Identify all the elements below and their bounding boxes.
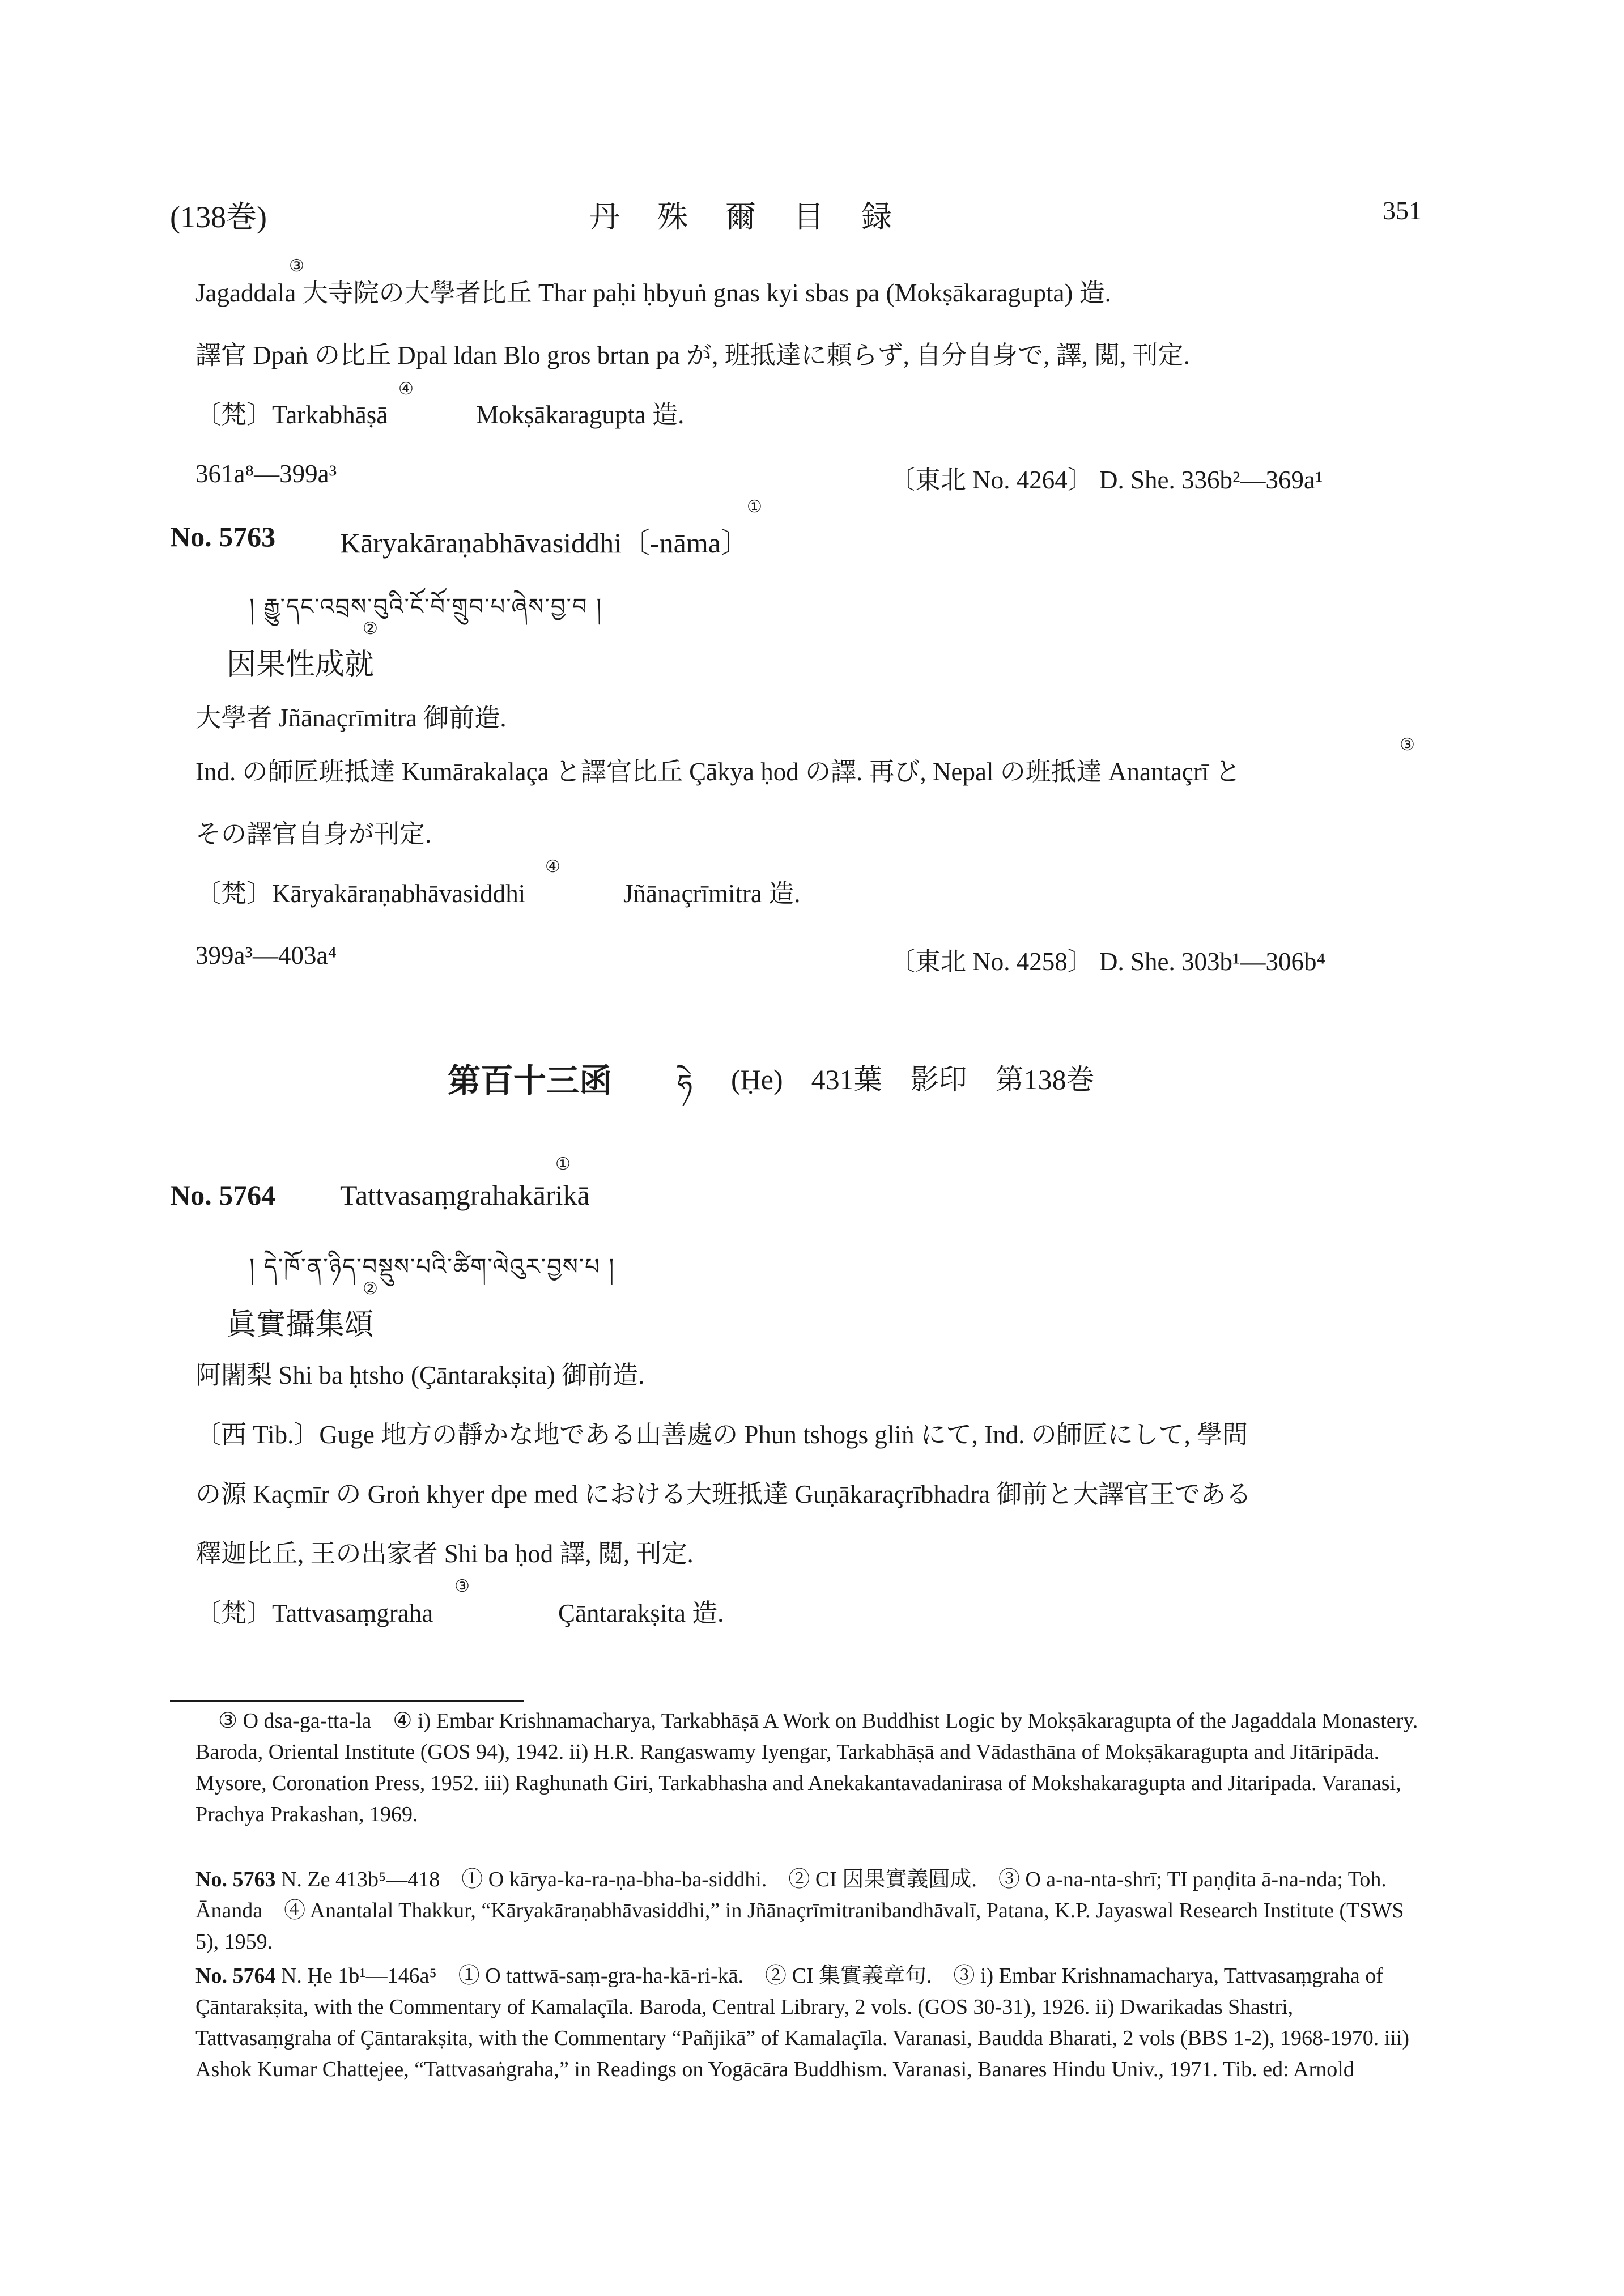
catalogue-ref: 〔東北 No. 4258〕 D. She. 303b¹—306b⁴	[890, 947, 1326, 976]
footnote	[195, 1864, 1431, 1958]
page-number: 351	[1383, 196, 1422, 225]
colophon-line: 〔西 Tib.〕Guge 地方の靜かな地である山善處の Phun tshogs gliṅ にて, Ind. の師匠にして, 學問	[195, 1421, 1248, 1449]
sanskrit-title: 〔梵〕Tattvasaṃgraha	[195, 1599, 433, 1627]
footnote-rule	[170, 1700, 524, 1702]
footnote	[195, 1961, 1431, 2085]
footnote-text: N. Ḥe 1b¹—146a⁵ ① O tattwā-saṃ-gra-ha-kā-ri-kā. ② CI 集實義章句. ③ i) Embar Krishnamacharya, Tattvasaṃgraha of Çāntarakṣita, with the Commentary of Kamalaçīla. Baroda, Central Library, 2 vols. (GOS 30-31), 1926. ii) Dwarikadas Shastri, Tattvasaṃgraha of Çāntarakṣita, with the Commentary “Pañjikā” of Kamalaçīla. Varanasi, Baudda Bharati, 2 vols (BBS 1-2), 1968-1970. iii) Ashok Kumar Chattejee, “Tattvasaṅgraha,” in Readings on Yogācāra Buddhism. Varanasi, Banares Hindu Univ., 1971. Tib. ed: Arnold	[195, 1964, 1410, 2082]
translator-line: 譯官 Dpaṅ の比丘 Dpal ldan Blo gros brtan pa が, 班抵達に頼らず, 自分自身で, 譯, 閲, 刊定.	[195, 341, 1190, 369]
colophon-line: 釋迦比丘, 王の出家者 Shi ba ḥod 譯, 閲, 刊定.	[195, 1540, 694, 1568]
colophon-line: その譯官自身が刊定.	[195, 820, 432, 848]
folio-range: 361a⁸—399a³	[195, 460, 337, 488]
note-marker-3: ③	[289, 257, 304, 275]
entry-number: No. 5764	[170, 1179, 276, 1211]
note-marker-3: ③	[454, 1577, 470, 1596]
author-line: Jagaddala 大寺院の大學者比丘 Thar paḥi ḥbyuṅ gnas kyi sbas pa (Mokṣākaragupta) 造.	[195, 279, 1111, 307]
entry-title: Tattvasaṃgrahakārikā	[340, 1179, 590, 1211]
footnote-lead: No. 5764	[195, 1964, 276, 1988]
colophon-line: の源 Kaçmīr の Groṅ khyer dpe med における大班抵達 Guṇākaraçrībhadra 御前と大譯官王である	[195, 1480, 1252, 1508]
tibetan-title: ། དེ་ཁོ་ན་ཉིད་བསྡུས་པའི་ཚིག་ལེའུར་བྱས་པ །	[249, 1254, 615, 1280]
section-title: 第百十三函	[448, 1061, 613, 1100]
entry-number: No. 5763	[170, 521, 276, 552]
author-line: 阿闍梨 Shi ba ḥtsho (Çāntarakṣita) 御前造.	[195, 1361, 645, 1389]
catalogue-ref: 〔東北 No. 4264〕 D. She. 336b²—369a¹	[890, 466, 1323, 494]
entry-title: Kāryakāraṇabhāvasiddhi〔-nāma〕	[340, 527, 749, 559]
sanskrit-title: 〔梵〕Tarkabhāṣā	[195, 401, 388, 429]
sanskrit-title: 〔梵〕Kāryakāraṇabhāvasiddhi	[195, 879, 526, 908]
footnote: ③ O dsa-ga-tta-la ④ i) Embar Krishnamacharya, Tarkabhāṣā A Work on Buddhist Logic by Mokṣākaragupta of the Jagaddala Monastery. Baroda, Oriental Institute (GOS 94), 1942. ii) H.R. Rangaswamy Iyengar, Tarkabhāṣā and Vādasthāna of Mokṣākaragupta and Jitāripāda. Mysore, Coronation Press, 1952. iii) Raghunath Giri, Tarkabhasha and Anekakantavadanirasa of Mokshakaragupta and Jitaripada. Varanasi, Prachya Prakashan, 1969.	[195, 1709, 1418, 1827]
chinese-note-marker: ②	[363, 1279, 378, 1298]
title-note-marker: ①	[555, 1155, 571, 1173]
note-marker-4: ④	[545, 857, 560, 876]
volume-label: (138巻)	[170, 200, 267, 234]
footnote-lead: No. 5763	[195, 1868, 276, 1891]
footnote-text: N. Ze 413b⁵—418 ① O kārya-ka-ra-ṇa-bha-ba-siddhi. ② CI 因果實義圓成. ③ O a-na-nta-shrī; TI paṇḍita ā-na-nda; Toh. Ānanda ④ Anantalal Thakkur, “Kāryakāraṇabhāvasiddhi,” in Jñānaçrīmitranibandhāvalī, Patana, K.P. Jayaswal Research Institute (TSWS 5), 1959.	[195, 1868, 1404, 1954]
title-note-marker: ①	[747, 498, 762, 516]
chinese-title: 眞實攝集頌	[227, 1309, 375, 1341]
section-info: (Ḥe) 431葉 影印 第138巻	[731, 1064, 1095, 1095]
folio-range: 399a³—403a⁴	[195, 941, 337, 970]
page-title: 丹 殊 爾 目 録	[589, 200, 895, 234]
note-marker-4: ④	[398, 380, 414, 398]
author-line: 大學者 Jñānaçrīmitra 御前造.	[195, 704, 507, 732]
sanskrit-author: Jñānaçrīmitra 造.	[623, 879, 801, 908]
sanskrit-author: Mokṣākaragupta 造.	[476, 401, 685, 429]
colophon-line: Ind. の師匠班抵達 Kumārakalaça と譯官比丘 Çākya ḥod の譯. 再び, Nepal の班抵達 Anantaçrī と	[195, 758, 1241, 786]
chinese-note-marker: ②	[363, 619, 378, 638]
note-marker-3: ③	[1400, 735, 1415, 754]
chinese-title: 因果性成就	[227, 649, 375, 681]
tibetan-title: ། རྒྱུ་དང་འབྲས་བུའི་ངོ་བོ་གྲུབ་པ་ཞེས་བྱ་བ །	[249, 594, 603, 620]
sanskrit-author: Çāntarakṣita 造.	[558, 1599, 724, 1627]
tibetan-letter: ཧེ	[677, 1069, 694, 1100]
